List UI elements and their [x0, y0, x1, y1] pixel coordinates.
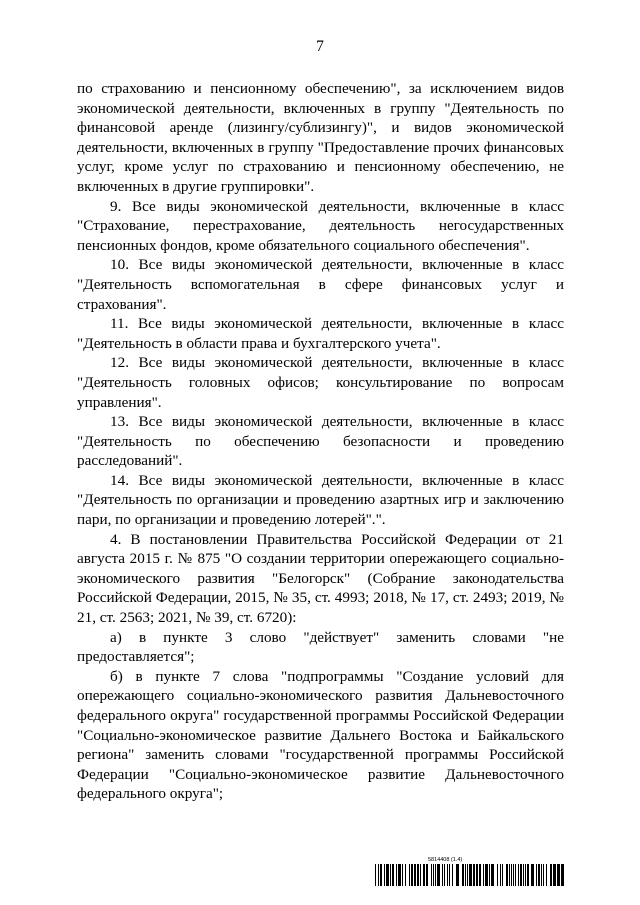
document-code: 5814408 (1.4) — [428, 857, 463, 863]
paragraph: 13. Все виды экономической деятельности, включенные в класс "Деятельность по обеспечению безопасности и проведению расследований". — [77, 413, 564, 470]
paragraph: а) в пункте 3 слово "действует" заменить словами "не предоставляется"; — [77, 628, 564, 666]
paragraph: 11. Все виды экономической деятельности, включенные в класс "Деятельность в области права и бухгалтерского учета". — [77, 315, 564, 352]
page-number: 7 — [316, 38, 324, 55]
paragraph: 14. Все виды экономической деятельности, включенные в класс "Деятельность по организации и проведению азартных игр и заключению пари, по организации и проведению лотерей".". — [77, 471, 564, 529]
paragraph: 12. Все виды экономической деятельности, включенные в класс "Деятельность головных офисов; консультирование по вопросам управления". — [77, 354, 564, 411]
paragraph: 10. Все виды экономической деятельности, включенные в класс "Деятельность вспомогательная в сфере финансовых услуг и страхования". — [77, 256, 564, 313]
paragraph: по страхованию и пенсионному обеспечению", за исключением видов экономической деятельности, включенных в группу "Деятельность по финансовой аренде (лизингу/сублизингу)", и видов экономической деятельности, включенных в группу "Предоставление прочих финансовых услуг, кроме услуг по страхованию и пенсионному обеспечению, не включенных в другие группировки". — [77, 80, 564, 195]
paragraph: 9. Все виды экономической деятельности, включенные в класс "Страхование, перестрахование, деятельность негосударственных пенсионных фондов, кроме обязательного социального обеспечения". — [77, 197, 564, 254]
paragraph: 4. В постановлении Правительства Российской Федерации от 21 августа 2015 г. № 875 "О создании территории опережающего социально-экономического развития "Белогорск" (Собрание законодательства Российской Федерации, 2015, № 35, ст. 4993; 2018, № 17, ст. 2493; 2019, № 21, ст. 2563; 2021, № 39, ст. 6720): — [77, 530, 564, 627]
document-body — [77, 79, 564, 804]
paragraph: б) в пункте 7 слова "подпрограммы "Создание условий для опережающего социально-экономического развития Дальневосточного федерального округа" государственной программы Российской Федерации "Социально-экономическое развитие Дальнего Востока и Байкальского региона" заменить словами "государственной программы Российской Федерации "Социально-экономическое развитие Дальневосточного федерального округа"; — [77, 667, 564, 803]
barcode-icon — [375, 864, 565, 886]
